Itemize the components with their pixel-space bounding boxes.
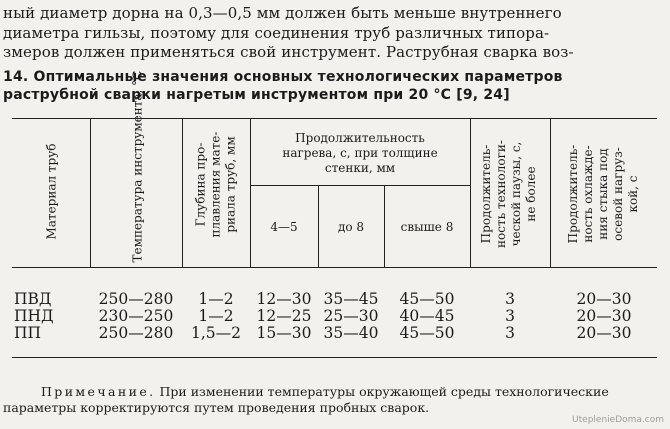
cell-cooling: 20—30	[576, 290, 632, 308]
header-cooling-line: ния стыка под	[596, 148, 610, 240]
cell-heating-over-8: 45—50	[399, 324, 455, 342]
cell-depth: 1,5—2	[190, 324, 241, 342]
cell-material: ПВД	[14, 290, 52, 308]
header-depth	[194, 115, 239, 255]
header-pause	[479, 124, 541, 264]
cell-pause: 3	[505, 307, 515, 325]
cell-pause: 3	[505, 290, 515, 308]
column-divider	[90, 119, 91, 267]
cell-heating-over-8: 45—50	[399, 290, 455, 308]
cell-heating-4-5: 12—30	[256, 290, 312, 308]
paragraph-line: ный диаметр дорна на 0,3—0,5 мм должен быть меньше внутреннего	[3, 4, 562, 22]
note-text: При изменении температуры окружающей среды технологические параметры корректируются путем проведения пробных сварок.	[3, 384, 609, 415]
cell-temperature: 230—250	[98, 307, 174, 325]
table-header-rule	[12, 267, 657, 268]
cell-depth: 1—2	[198, 290, 234, 308]
table-top-rule	[12, 118, 657, 119]
header-sub-over-8: свыше 8	[400, 220, 454, 234]
table-bottom-rule	[12, 357, 657, 358]
cell-material: ПНД	[14, 307, 54, 325]
header-depth-line: риала труб, мм	[223, 136, 238, 233]
cell-heating-up-to-8: 25—30	[323, 307, 379, 325]
header-cooling-line: Продолжитель-	[566, 144, 580, 244]
cell-material: ПП	[14, 324, 42, 342]
header-cooling-line: ность охлажде-	[581, 145, 595, 243]
cell-heating-4-5: 12—25	[256, 307, 312, 325]
cell-temperature: 250—280	[98, 324, 174, 342]
cell-cooling: 20—30	[576, 307, 632, 325]
header-material: Материал труб	[44, 143, 59, 240]
cell-cooling: 20—30	[576, 324, 632, 342]
header-sub-up-to-8: до 8	[337, 220, 365, 234]
header-sub-4-5: 4—5	[270, 220, 298, 234]
watermark: UteplenieDoma.com	[572, 415, 664, 425]
header-temperature: Температура инструмента, °С	[130, 70, 145, 263]
header-heating-line: нагрева, с, при толщине	[282, 146, 438, 160]
header-heating-line: стенки, мм	[324, 161, 396, 175]
cell-depth: 1—2	[198, 307, 234, 325]
header-pause-line: ческой паузы, с,	[509, 141, 523, 247]
paragraph-line: змеров должен применяться свой инструмент. Раструбная сварка воз-	[3, 43, 574, 61]
cell-pause: 3	[505, 324, 515, 342]
column-divider	[470, 119, 471, 267]
caption-line: 14. Оптимальные значения основных технологических параметров	[3, 69, 563, 85]
header-pause-line: ность технологи-	[494, 140, 508, 248]
header-cooling-line: осевой нагруз-	[611, 147, 625, 241]
subheader-rule	[250, 185, 470, 186]
cell-temperature: 250—280	[98, 290, 174, 308]
cell-heating-over-8: 40—45	[399, 307, 455, 325]
table-caption	[3, 68, 665, 104]
header-depth-line: плавления мате-	[208, 131, 223, 238]
header-depth-line: Глубина про-	[193, 142, 208, 227]
note-label: Примечание.	[41, 384, 156, 399]
table-note	[3, 384, 665, 416]
header-pause-line: не более	[524, 166, 538, 222]
paragraph-line: диаметра гильзы, поэтому для соединения труб различных типора-	[3, 23, 550, 42]
column-divider	[182, 119, 183, 267]
caption-line: раструбной сварки нагретым инструментом при 20 °С [9, 24]	[3, 87, 510, 103]
header-cooling	[566, 124, 642, 264]
header-heating-line: Продолжительность	[295, 131, 425, 145]
intro-paragraph	[3, 4, 665, 63]
cell-heating-up-to-8: 35—45	[323, 290, 379, 308]
header-cooling-line: кой, с	[626, 175, 640, 213]
column-divider	[550, 119, 551, 267]
header-heating-duration	[250, 131, 470, 176]
header-pause-line: Продолжитель-	[479, 144, 493, 244]
cell-heating-4-5: 15—30	[256, 324, 312, 342]
cell-heating-up-to-8: 35—40	[323, 324, 379, 342]
